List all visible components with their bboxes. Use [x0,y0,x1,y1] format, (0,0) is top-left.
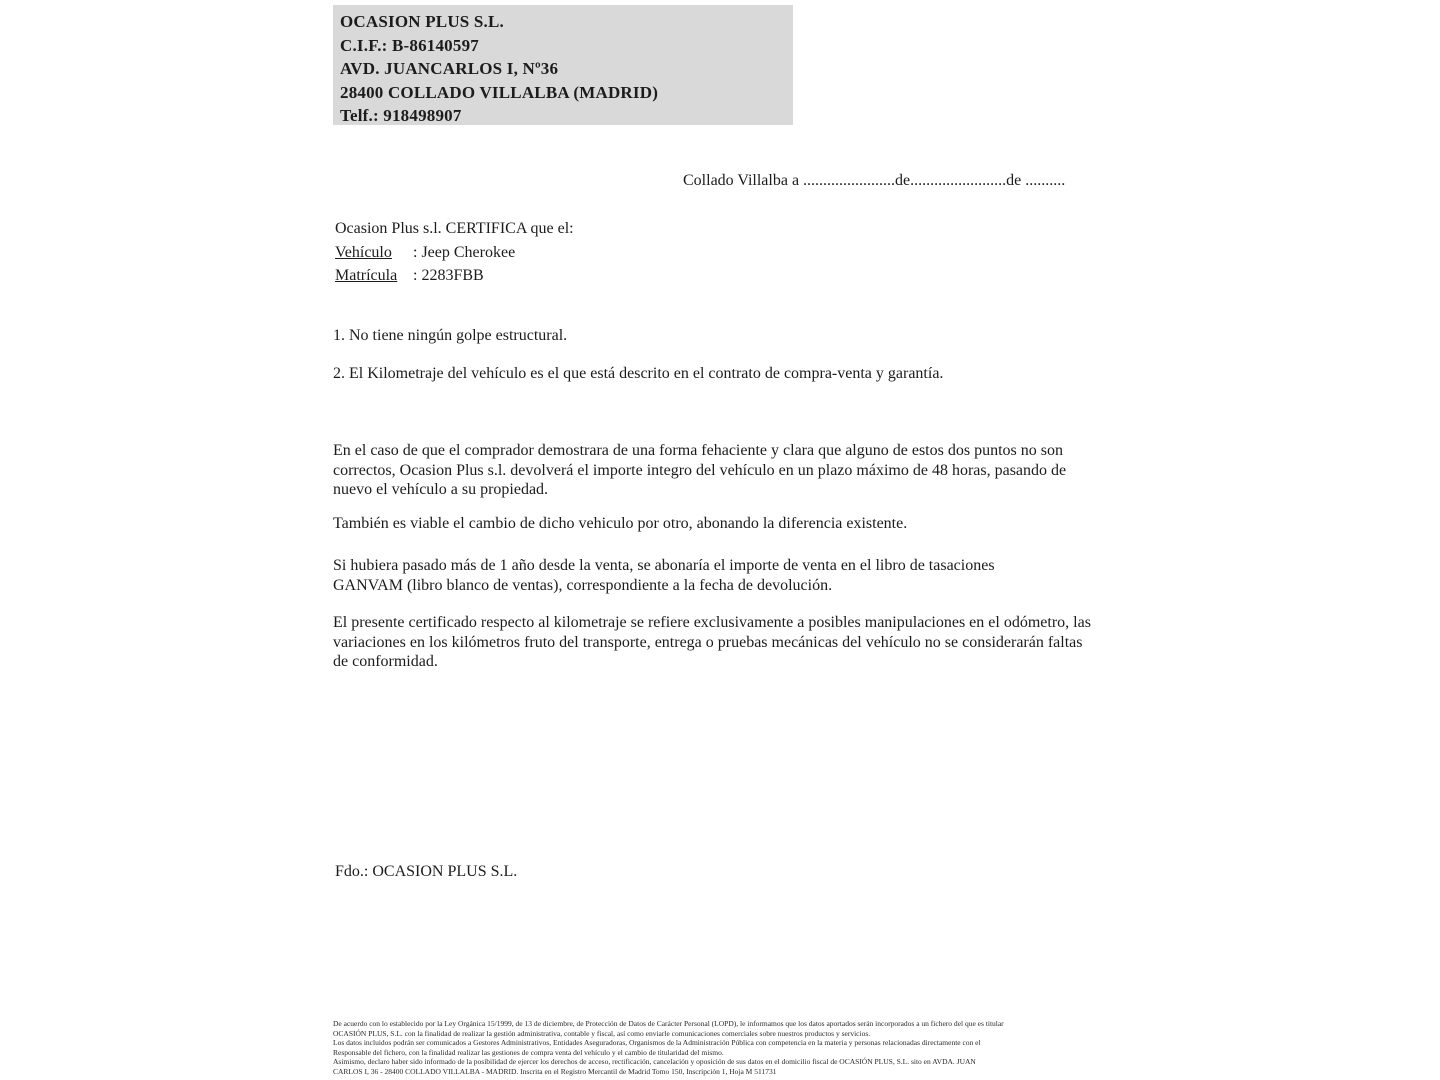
paragraph-refund-terms: En el caso de que el comprador demostrara de una forma fehaciente y clara que alguno de estos dos puntos no son correctos, Ocasion Plus s.l. devolverá el importe integro del vehículo en un plazo máximo de 48 horas, pasando de nuevo el vehículo a su propiedad. [333,442,1067,498]
condition-point-2: 2. El Kilometraje del vehículo es el que está descrito en el contrato de compra-venta y garantía. [333,365,944,382]
signature-line: Fdo.: OCASION PLUS S.L. [335,863,518,880]
paragraph-odometer-scope: El presente certificado respecto al kilometraje se refiere exclusivamente a posibles manipulaciones en el odómetro, las variaciones en los kilómetros fruto del transporte, entrega o pruebas mecánicas del vehículo no se considerarán faltas de conformidad. [333,614,1091,670]
certification-intro: Ocasion Plus s.l. CERTIFICA que el: [335,220,574,237]
vehicle-label: Vehículo [335,243,392,261]
vehicle-row [335,241,574,265]
company-name: OCASION PLUS S.L. [340,12,504,31]
legal-line: CARLOS I, 36 - 28400 COLLADO VILLALBA - MADRID. Inscrita en el Registro Mercantil de Madrid Tomo 150, Inscripción 1, Hoja M 511731 [333,1066,777,1076]
plate-value: : 2283FBB [413,267,484,284]
company-phone: Telf.: 918498907 [340,106,462,125]
plate-row [335,264,574,288]
legal-line: Responsable del fichero, con la finalidad realizar las gestiones de compra venta del vehículo y el cambio de titularidad del mismo. [333,1047,724,1057]
condition-point-1: 1. No tiene ningún golpe estructural. [333,327,568,344]
paragraph-exchange-option: También es viable el cambio de dicho vehiculo por otro, abonando la diferencia existente. [333,515,908,532]
company-address: AVD. JUANCARLOS I, Nº36 [340,59,559,78]
paragraph-ganvam-valuation: Si hubiera pasado más de 1 año desde la venta, se abonaría el importe de venta en el libro de tasaciones GANVAM (libro blanco de ventas), correspondiente a la fecha de devolución. [333,557,995,594]
legal-footer [333,1019,1123,1077]
legal-line: OCASIÓN PLUS, S.L. con la finalidad de realizar la gestión administrativa, contable y fiscal, así como enviarle comunicaciones comerciales sobre nuestros productos y servicios. [333,1028,871,1038]
legal-line: Asimismo, declaro haber sido informado de la posibilidad de ejercer los derechos de acceso, rectificación, cancelación y oposición de sus datos en el domicilio fiscal de OCASIÓN PLUS, S.L. sito en AVDA. JUAN [333,1057,976,1067]
company-city: 28400 COLLADO VILLALBA (MADRID) [340,82,659,102]
company-header-block [333,5,793,125]
legal-line: Los datos incluidos podrán ser comunicados a Gestores Administrativos, Entidades Aseguradoras, Organismos de la Administración Pública con competencia en la materia y personas relacionadas directamente con el [333,1038,981,1048]
vehicle-value: : Jeep Cherokee [413,243,516,261]
date-place-line: Collado Villalba a .......................de........................de .......... [683,172,1066,189]
plate-label: Matrícula [335,267,398,284]
certification-block [335,217,574,288]
legal-line: De acuerdo con lo establecido por la Ley Orgánica 15/1999, de 13 de diciembre, de Protección de Datos de Carácter Personal (LOPD), le informamos que los datos aportados serán incorporados a un fichero del que es titular [333,1019,1004,1028]
company-cif: C.I.F.: B-86140597 [340,35,479,55]
